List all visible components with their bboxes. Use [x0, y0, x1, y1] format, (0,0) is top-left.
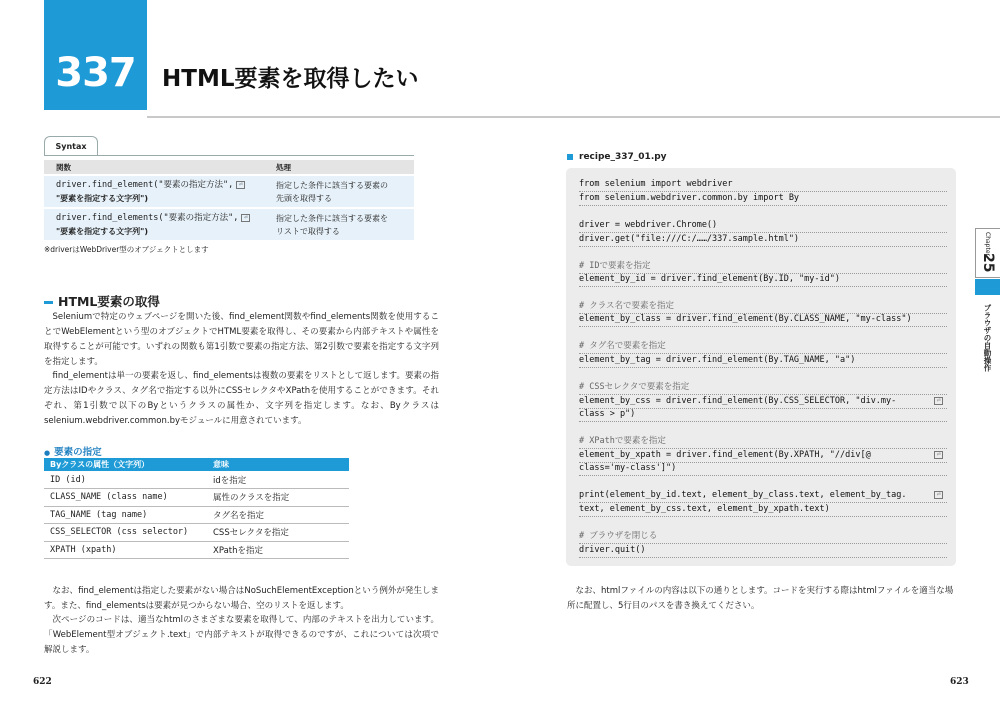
code-line: element_by_id = driver.find_element(By.ID, "my-id"): [579, 273, 947, 287]
syntax-col-function: 関数: [56, 163, 71, 172]
syntax-desc: 指定した条件に該当する要素を: [276, 214, 388, 223]
code-comment: # XPathで要素を指定: [579, 435, 947, 449]
code-comment: # ブラウザを閉じる: [579, 530, 947, 544]
page-number-right: 623: [950, 677, 969, 687]
code-line: [579, 449, 947, 463]
syntax-tab: Syntax: [44, 136, 98, 156]
code-comment: # IDで要素を指定: [579, 260, 947, 274]
code-text: element_by_xpath = driver.find_element(By.XPATH, "//div[@: [579, 450, 871, 460]
syntax-note: ※driverはWebDriver型のオブジェクトとします: [44, 245, 209, 254]
header-divider: [147, 116, 1000, 118]
continuation-icon: ⏎: [236, 181, 245, 189]
code-line: text, element_by_css.text, element_by_xpath.text): [579, 503, 947, 517]
code-line: [579, 489, 947, 503]
table-cell: 属性のクラスを指定: [207, 489, 349, 507]
paragraph: find_elementは単一の要素を返し、find_elementsは複数の要素をリストとして返します。要素の指定方法はIDやクラス、タグ名で指定する以外にCSSセレクタやXPathを使用することができます。それぞれ、第1引数で以下のByというクラスの属性か、文字列を指定します。なお、Byクラスはselenium.webdriver.common.byモジュールに用意されています。: [44, 371, 439, 426]
table-row: [44, 471, 349, 489]
continuation-icon: ⏎: [934, 491, 943, 499]
code-line: from selenium import webdriver: [579, 178, 947, 192]
table-cell: CSS_SELECTOR (css selector): [44, 524, 207, 542]
code-comment: # クラス名で要素を指定: [579, 300, 947, 314]
table-cell: TAG_NAME (tag name): [44, 506, 207, 524]
syntax-table: [44, 155, 414, 240]
syntax-func: driver.find_element("要素の指定方法",: [56, 180, 234, 190]
paragraph: なお、find_elementは指定した要素がない場合はNoSuchElementExceptionという例外が発生します。また、find_elementsは要素が見つからない場合、空のリストを返します。: [44, 586, 439, 611]
code-block: [566, 168, 956, 566]
by-class-table: [44, 458, 349, 559]
chapter-label: ブラウザの自動操作: [983, 304, 992, 372]
chapter-number: 25: [980, 253, 996, 273]
syntax-func-arg: "要素を指定する文字列"): [56, 194, 148, 203]
code-line: driver.get("file:///C:/……/337.sample.html"): [579, 233, 947, 247]
code-file-name: recipe_337_01.py: [567, 152, 667, 162]
table-cell: XPathを指定: [207, 541, 349, 559]
recipe-number-block: [44, 0, 147, 110]
table-row: [44, 506, 349, 524]
paragraph: 次ページのコードは、適当なhtmlのさまざまな要素を取得して、内部のテキストを出力しています。「WebElement型オブジェクト.text」で内部テキストが取得できるのですが、これについては次項で解説します。: [44, 615, 439, 655]
table-cell: idを指定: [207, 471, 349, 489]
page-number-left: 622: [33, 677, 52, 687]
code-text: element_by_css = driver.find_element(By.CSS_SELECTOR, "div.my-: [579, 396, 897, 406]
syntax-row: [44, 209, 414, 240]
table-header: 意味: [207, 458, 349, 471]
code-line: class='my-class']"): [579, 462, 947, 476]
table-cell: CLASS_NAME (class name): [44, 489, 207, 507]
code-line: driver.quit(): [579, 544, 947, 558]
table-row: [44, 541, 349, 559]
table-header: Byクラスの属性（文字列）: [44, 458, 207, 471]
paragraph: Seleniumで特定のウェブページを開いた後、find_element関数やfind_elements関数を使用することでWebElementという型のオブジェクトでHTML要素を取得し、その要素から内部テキストや属性を取得することが可能です。いずれの関数も第1引数で要素の指定方法、第2引数で要素を指定する文字列を指定します。: [44, 312, 439, 367]
chapter-word: Chapter: [984, 232, 991, 256]
code-line: from selenium.webdriver.common.by import By: [579, 192, 947, 206]
syntax-col-action: 処理: [276, 163, 291, 172]
table-row: [44, 524, 349, 542]
recipe-number: 337: [55, 50, 136, 96]
continuation-icon: ⏎: [241, 214, 250, 222]
paragraph: なお、htmlファイルの内容は以下の通りとします。コードを実行する際はhtmlファイルを適当な場所に配置し、5行目のパスを書き換えてください。: [567, 586, 954, 611]
table-row: [44, 489, 349, 507]
syntax-func: driver.find_elements("要素の指定方法",: [56, 213, 239, 223]
continuation-icon: ⏎: [934, 397, 943, 405]
page-title: HTML要素を取得したい: [162, 66, 419, 92]
code-line: class > p"): [579, 408, 947, 422]
table-cell: CSSセレクタを指定: [207, 524, 349, 542]
code-comment: # CSSセレクタで要素を指定: [579, 381, 947, 395]
code-comment: # タグ名で要素を指定: [579, 340, 947, 354]
table-cell: タグ名を指定: [207, 506, 349, 524]
code-text: print(element_by_id.text, element_by_class.text, element_by_tag.: [579, 490, 907, 500]
syntax-func-arg: "要素を指定する文字列"): [56, 227, 148, 236]
syntax-row: [44, 176, 414, 207]
syntax-header-row: [44, 160, 414, 174]
code-line: driver = webdriver.Chrome(): [579, 219, 947, 233]
code-line: element_by_tag = driver.find_element(By.TAG_NAME, "a"): [579, 354, 947, 368]
continuation-icon: ⏎: [934, 451, 943, 459]
chapter-bar: [975, 279, 1000, 295]
syntax-desc: リストで取得する: [276, 227, 340, 236]
table-cell: ID (id): [44, 471, 207, 489]
code-line: element_by_class = driver.find_element(By.CLASS_NAME, "my-class"): [579, 313, 947, 327]
syntax-desc: 先頭を取得する: [276, 194, 332, 203]
subsection-heading: ● 要素の指定: [44, 444, 102, 458]
syntax-desc: 指定した条件に該当する要素の: [276, 181, 388, 190]
chapter-tab: [975, 228, 1000, 278]
section-heading: HTML要素の取得: [44, 292, 160, 310]
code-line: [579, 395, 947, 409]
table-cell: XPATH (xpath): [44, 541, 207, 559]
